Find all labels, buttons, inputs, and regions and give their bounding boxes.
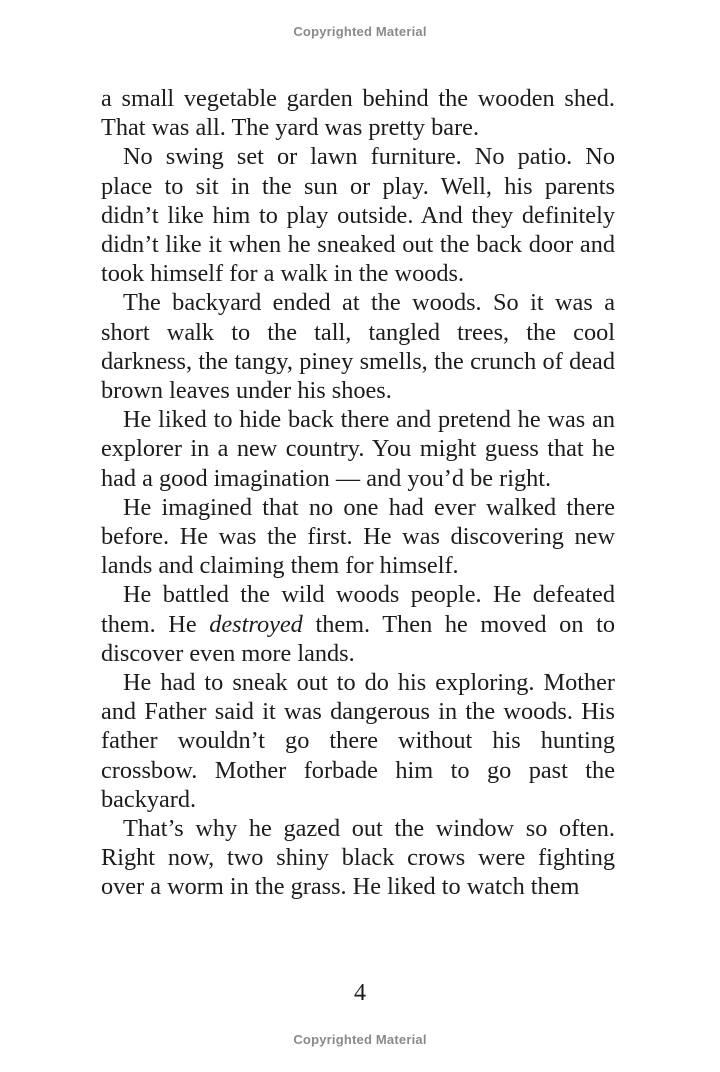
paragraph-6	[101, 580, 615, 668]
copyright-watermark-bottom: Copyrighted Material	[293, 1032, 427, 1047]
paragraph-5: He imagined that no one had ever walked there before. He was the first. He was discovering new lands and claiming them for himself.	[101, 493, 615, 580]
paragraph-6-text-after: them. Then he moved on to discover even more lands.	[101, 610, 615, 667]
emphasis-destroyed: destroyed	[209, 610, 303, 638]
paragraph-1: a small vegetable garden behind the wooden shed. That was all. The yard was pretty bare.	[101, 85, 615, 142]
page-body	[101, 84, 615, 902]
copyright-watermark-top: Copyrighted Material	[293, 24, 427, 39]
paragraph-4: He liked to hide back there and pretend he was an explorer in a new country. You might guess that he had a good imagination — and you’d be right.	[101, 406, 615, 492]
paragraph-6-text-before: He battled the wild woods people. He defeated them. He	[101, 581, 615, 638]
paragraph-2: No swing set or lawn furniture. No patio. No place to sit in the sun or play. Well, his parents didn’t like him to play outside. And they definitely didn’t like it when he sneaked out the back door and took himself for a walk in the woods.	[101, 143, 615, 288]
paragraph-3: The backyard ended at the woods. So it was a short walk to the tall, tangled trees, the cool darkness, the tangy, piney smells, the crunch of dead brown leaves under his shoes.	[101, 289, 615, 405]
page-number: 4	[354, 980, 366, 1006]
paragraph-7: He had to sneak out to do his exploring. Mother and Father said it was dangerous in the woods. His father wouldn’t go there without his hunting crossbow. Mother forbade him to go past the backyard.	[101, 669, 615, 813]
paragraph-8: That’s why he gazed out the window so often. Right now, two shiny black crows were fighting over a worm in the grass. He liked to watch them	[101, 815, 615, 901]
